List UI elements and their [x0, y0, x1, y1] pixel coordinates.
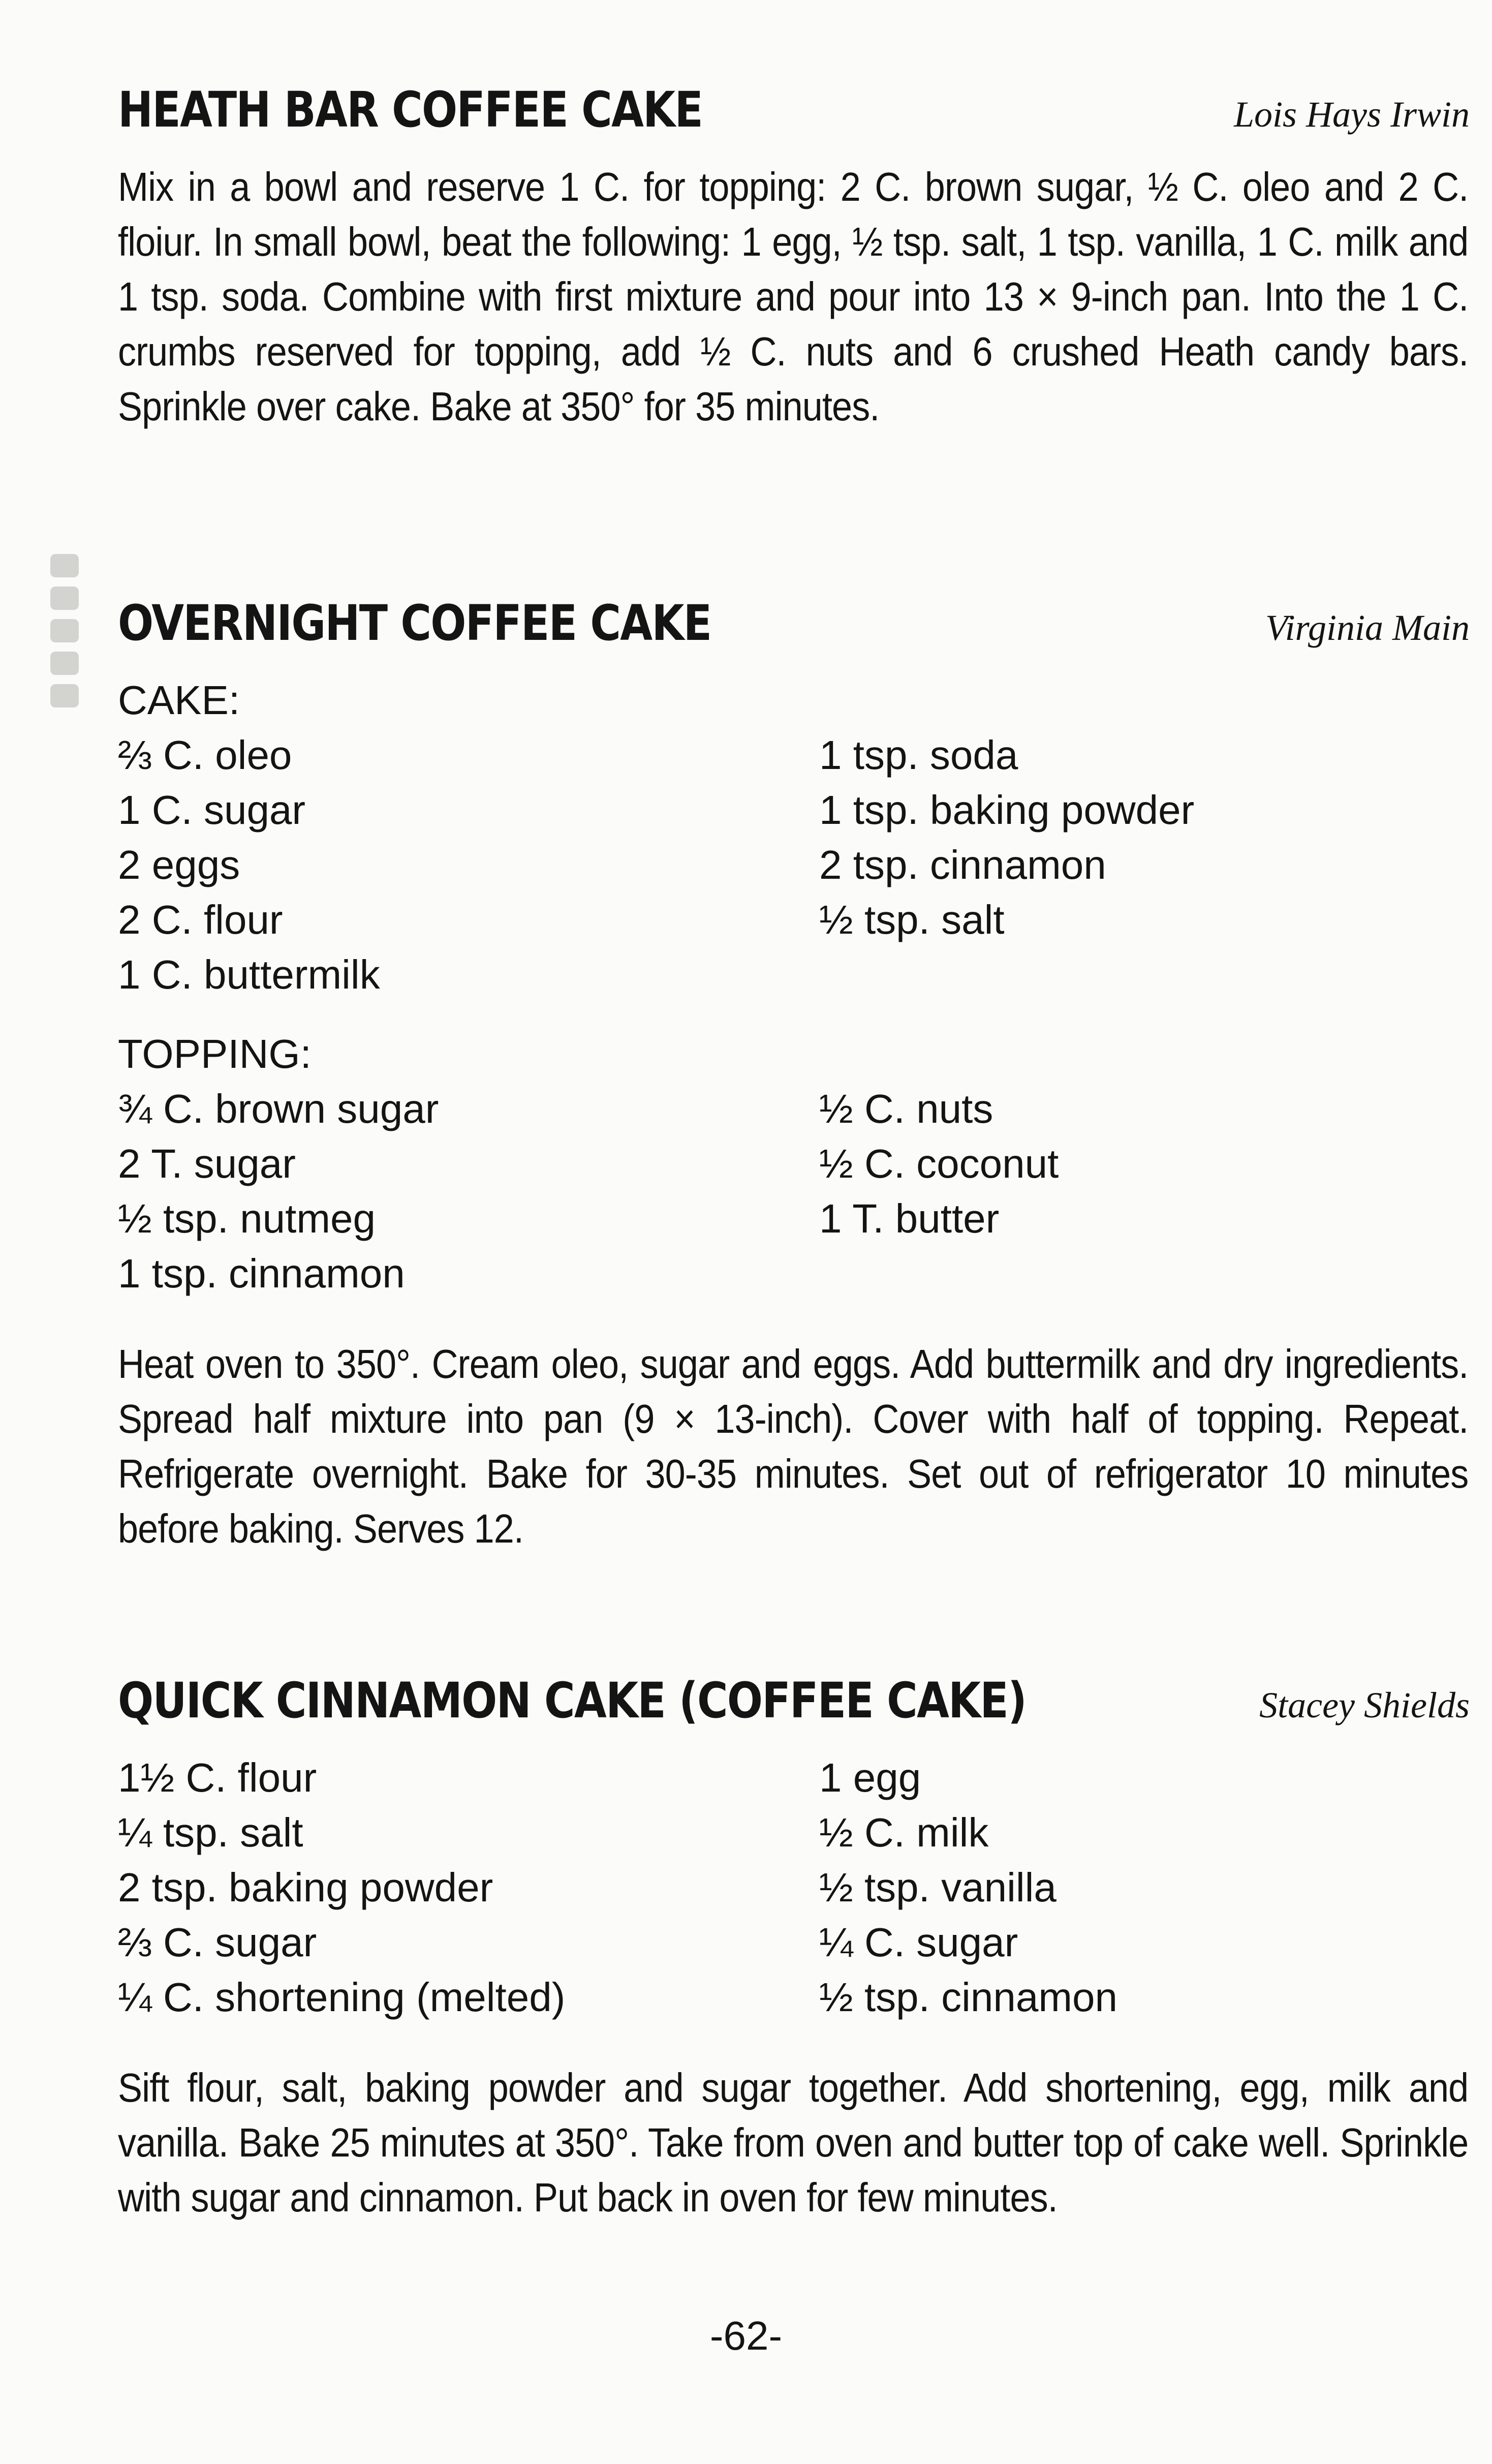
ingredient: ¼ tsp. salt — [118, 1810, 303, 1855]
section-tab-marker — [47, 554, 82, 707]
topping-label: TOPPING: — [118, 1031, 312, 1076]
ingredient: 1 tsp. cinnamon — [118, 1251, 405, 1296]
tab-glyph — [50, 684, 79, 707]
ingredient — [819, 947, 1470, 1002]
recipe-header — [118, 81, 1470, 138]
ingredients — [118, 1750, 1470, 2025]
ingredient: 2 T. sugar — [118, 1141, 296, 1186]
recipe-title: OVERNIGHT COFFEE CAKE — [118, 595, 711, 652]
ingredient: ½ tsp. salt — [819, 897, 1005, 942]
ingredient: ½ C. nuts — [819, 1086, 993, 1131]
ingredient: 2 C. flour — [118, 897, 283, 942]
cake-ingredients — [118, 728, 1470, 1002]
ingredient: 1 egg — [819, 1755, 921, 1800]
ingredient: ¾ C. brown sugar — [118, 1086, 439, 1131]
recipe-header — [118, 595, 1470, 652]
recipe-instructions: Sift flour, salt, baking powder and sugar together. Add shortening, egg, milk and vanilla. Bake 25 minutes at 350°. Take from oven and butter top of cake well. Sprinkle with sugar and cinnamon. Put back in oven for few minutes. — [118, 2065, 1469, 2220]
recipe-title: QUICK CINNAMON CAKE (COFFEE CAKE) — [118, 1672, 1027, 1729]
tab-glyph — [50, 554, 79, 577]
page-number: -62- — [709, 2313, 783, 2358]
ingredient: ½ tsp. nutmeg — [118, 1196, 376, 1241]
tab-glyph — [50, 587, 79, 610]
ingredient: 1 C. sugar — [118, 787, 306, 833]
ingredient: ½ tsp. cinnamon — [819, 1975, 1117, 2020]
ingredient: ¼ C. shortening (melted) — [118, 1975, 566, 2020]
recipe-header — [118, 1672, 1470, 1729]
topping-ingredients — [118, 1082, 1470, 1301]
tab-glyph — [50, 619, 79, 642]
ingredient: 2 tsp. cinnamon — [819, 842, 1106, 887]
ingredient: 2 eggs — [118, 842, 240, 887]
recipe-overnight — [118, 595, 1470, 1556]
recipe-author: Stacey Shields — [1259, 1685, 1470, 1726]
recipe-quick-cinnamon — [118, 1672, 1470, 2225]
ingredient: 1 tsp. baking powder — [819, 787, 1195, 833]
ingredient: ½ C. milk — [819, 1810, 989, 1855]
recipe-title: HEATH BAR COFFEE CAKE — [118, 81, 703, 138]
ingredient: 1 C. buttermilk — [118, 952, 380, 997]
ingredient: ½ tsp. vanilla — [819, 1865, 1056, 1910]
ingredient: ⅔ C. sugar — [118, 1920, 317, 1965]
ingredient: 1 T. butter — [819, 1196, 1000, 1241]
ingredient: ½ C. coconut — [819, 1141, 1059, 1186]
ingredient: 1 tsp. soda — [819, 732, 1018, 778]
ingredient: ¼ C. sugar — [819, 1920, 1018, 1965]
recipe-author: Virginia Main — [1265, 607, 1470, 648]
recipe-author: Lois Hays Irwin — [1233, 94, 1470, 135]
ingredient — [819, 1246, 1470, 1301]
recipe-heath-bar — [118, 81, 1470, 434]
ingredient: 1½ C. flour — [118, 1755, 317, 1800]
recipe-instructions: Mix in a bowl and reserve 1 C. for topping: 2 C. brown sugar, ½ C. oleo and 2 C. floiur. In small bowl, beat the following: 1 egg, ½ tsp. salt, 1 tsp. vanilla, 1 C. milk and 1 tsp. soda. Combine with first mixture and pour into 13 × 9-inch pan. Into the 1 C. crumbs reserved for topping, add ½ C. nuts and 6 crushed Heath candy bars. Sprinkle over cake. Bake at 350° for 35 minutes. — [118, 164, 1469, 429]
ingredient: 2 tsp. baking powder — [118, 1865, 493, 1910]
recipe-instructions: Heat oven to 350°. Cream oleo, sugar and eggs. Add buttermilk and dry ingredients. Spread half mixture into pan (9 × 13-inch). Cover with half of topping. Repeat. Refrigerate overnight. Bake for 30-35 minutes. Set out of refrigerator 10 minutes before baking. Serves 12. — [118, 1341, 1469, 1551]
cake-label: CAKE: — [118, 677, 240, 723]
tab-glyph — [50, 652, 79, 675]
ingredient: ⅔ C. oleo — [118, 732, 292, 778]
